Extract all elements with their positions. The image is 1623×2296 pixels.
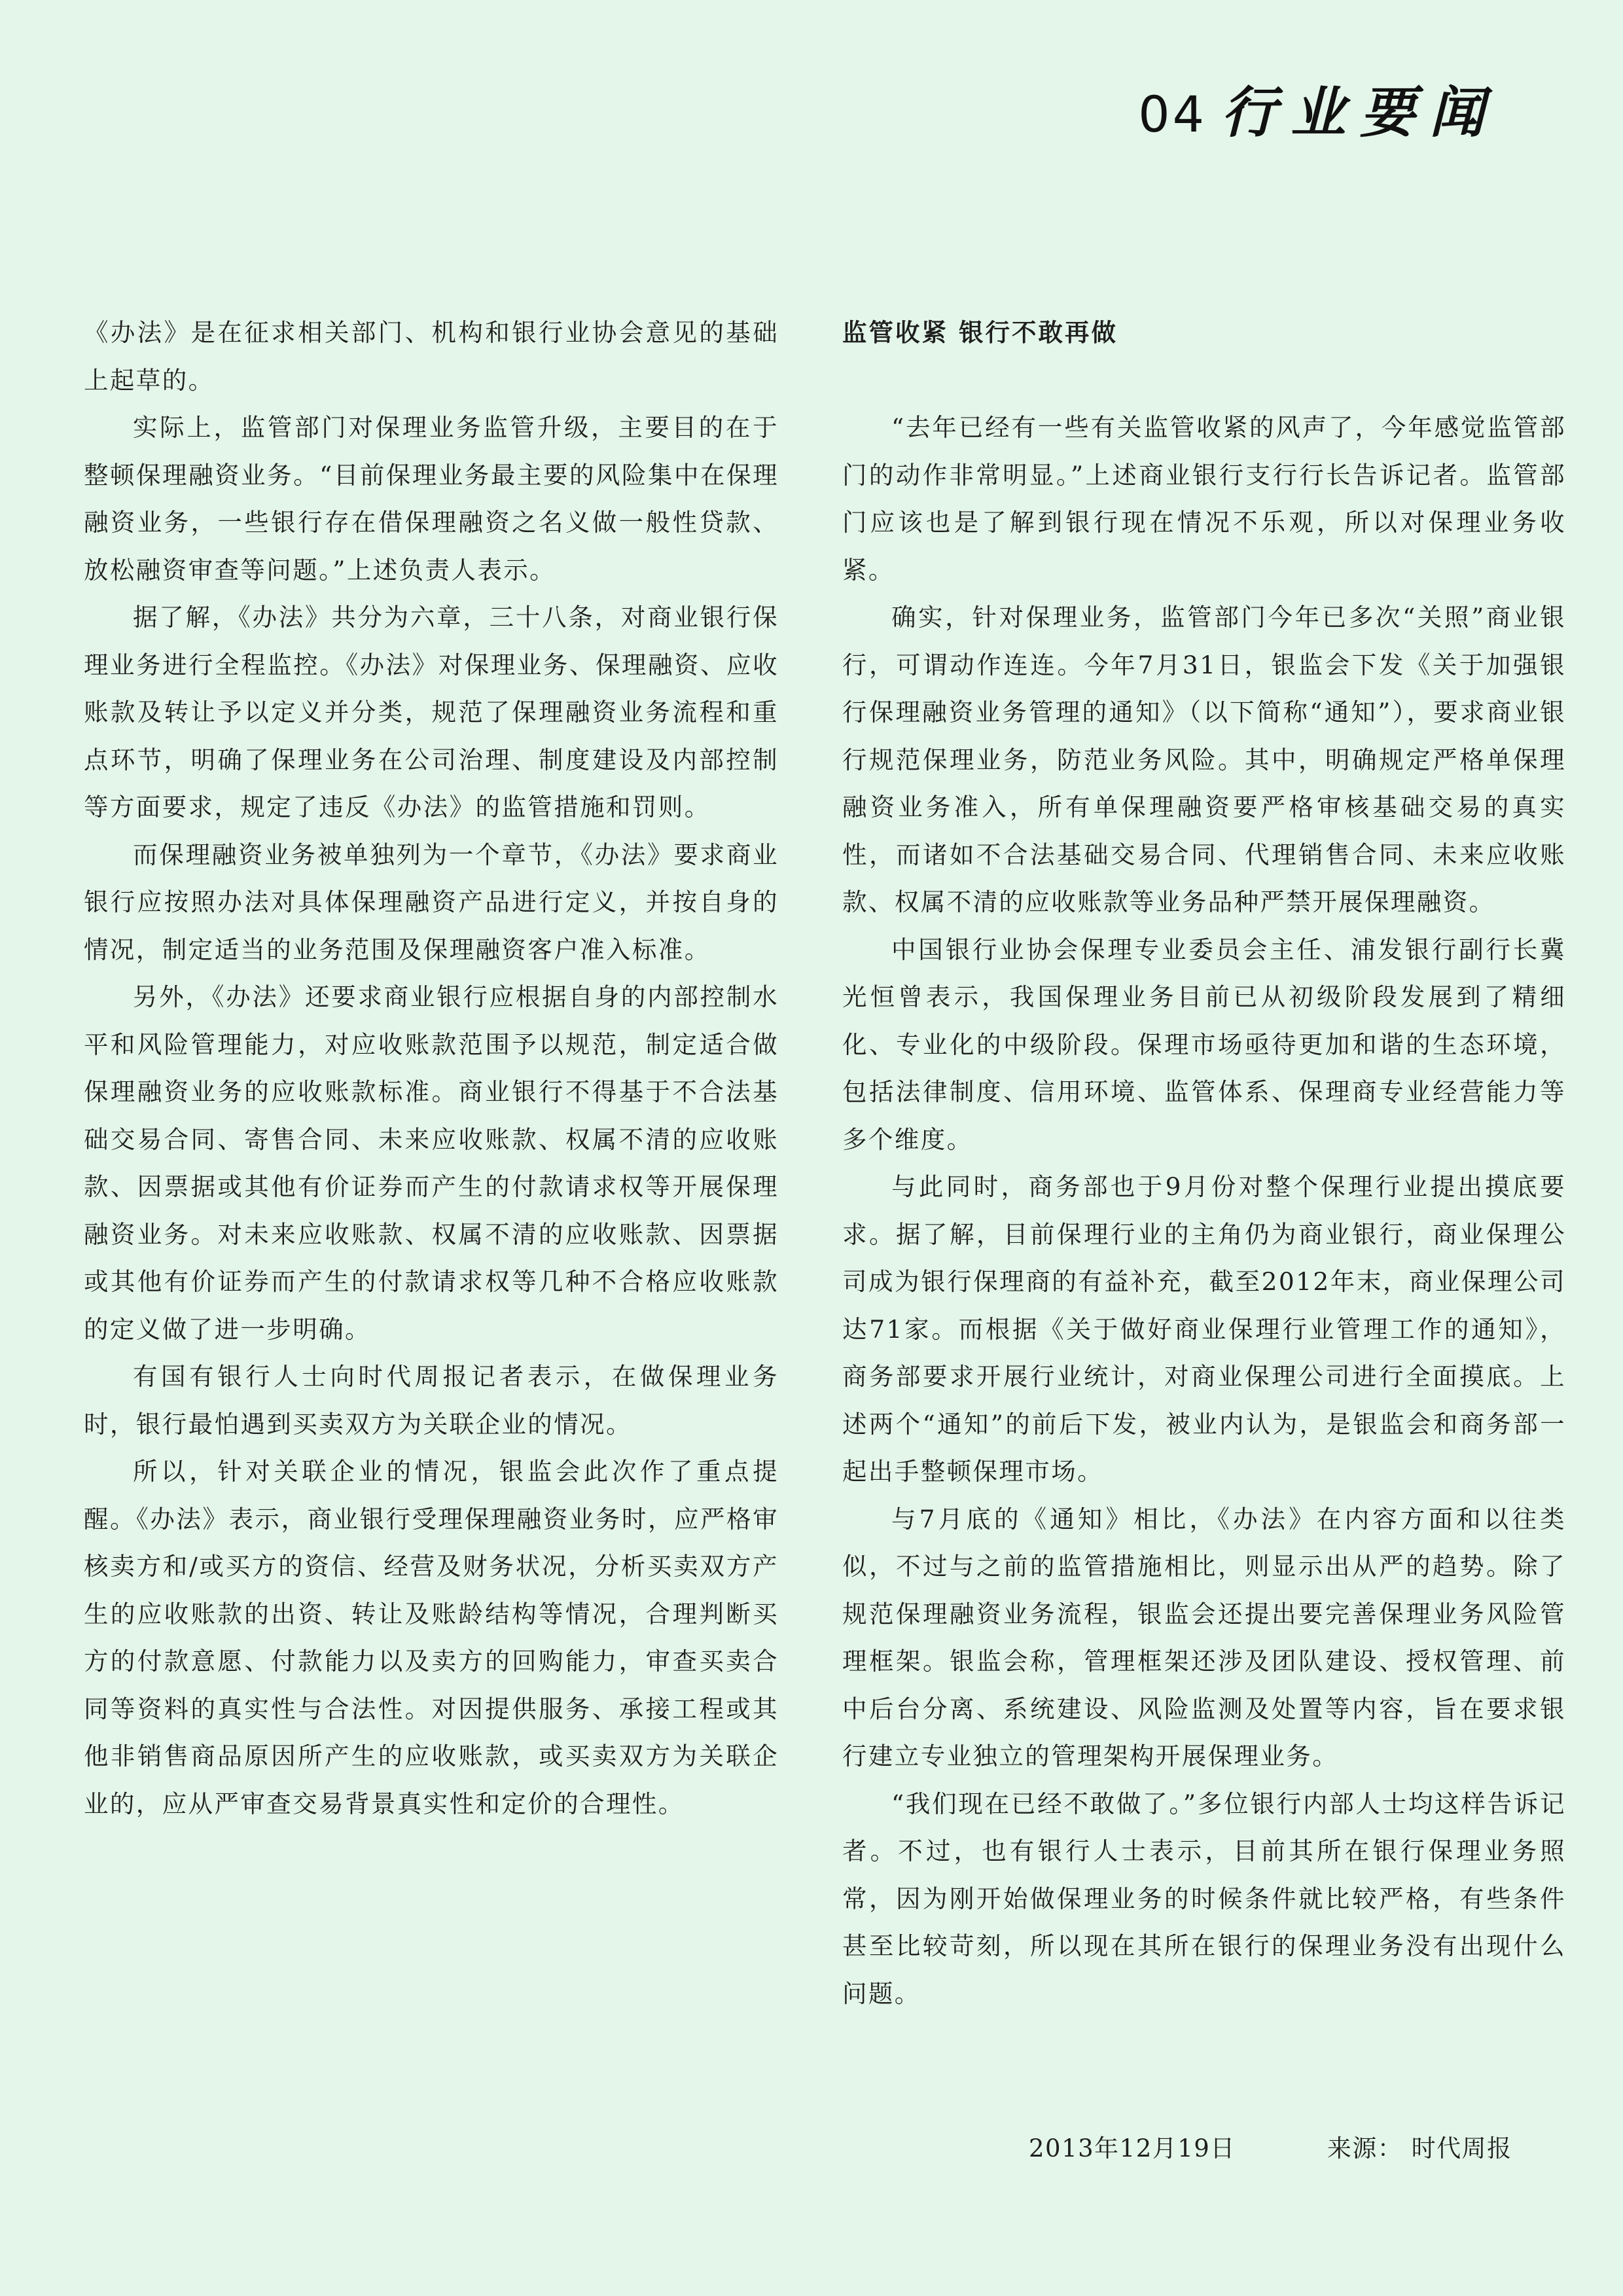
section-subheading: 监管收紧 银行不敢再做 [842, 318, 1118, 347]
paragraph: 有国有银行人士向时代周报记者表示，在做保理业务时，银行最怕遇到买卖双方为关联企业的情况。 [84, 1362, 779, 1439]
paragraph: 中国银行业协会保理专业委员会主任、浦发银行副行长冀光恒曾表示，我国保理业务目前已从初级阶段发展到了精细化、专业化的中级阶段。保理市场亟待更加和谐的生态环境，包括法律制度、信用环境、监管体系、保理商专业经营能力等多个维度。 [842, 935, 1566, 1154]
paragraph: 据了解，《办法》共分为六章，三十八条，对商业银行保理业务进行全程监控。《办法》对保理业务、保理融资、应收账款及转让予以定义并分类，规范了保理融资业务流程和重点环节，明确了保理业务在公司治理、制度建设及内部控制等方面要求，规定了违反《办法》的监管措施和罚则。 [84, 603, 779, 821]
publish-date: 2013年12月19日 [1029, 2134, 1236, 2162]
paragraph: “我们现在已经不敢做了。”多位银行内部人士均这样告诉记者。不过，也有银行人士表示，目前其所在银行保理业务照常，因为刚开始做保理业务的时候条件就比较严格，有些条件甚至比较苛刻，所以现在其所在银行的保理业务没有出现什么问题。 [842, 1789, 1566, 2008]
paragraph: 所以，针对关联企业的情况，银监会此次作了重点提醒。《办法》表示，商业银行受理保理融资业务时，应严格审核卖方和/或买方的资信、经营及财务状况，分析买卖双方产生的应收账款的出资、转让及账龄结构等情况，合理判断买方的付款意愿、付款能力以及卖方的回购能力，审查买卖合同等资料的真实性与合法性。对因提供服务、承接工程或其他非销售商品原因所产生的应收账款，或买卖双方为关联企业的，应从严审查交易背景真实性和定价的合理性。 [84, 1457, 779, 1818]
paragraph: “去年已经有一些有关监管收紧的风声了，今年感觉监管部门的动作非常明显。”上述商业银行支行行长告诉记者。监管部门应该也是了解到银行现在情况不乐观，所以对保理业务收紧。 [842, 413, 1566, 584]
page-footer [1029, 2128, 1512, 2164]
right-column [842, 309, 1566, 2017]
section-title: 行业要闻 [1221, 80, 1499, 145]
paragraph: 实际上，监管部门对保理业务监管升级，主要目的在于整顿保理融资业务。“目前保理业务最主要的风险集中在保理融资业务，一些银行存在借保理融资之名义做一般性贷款、放松融资审查等问题。”上述负责人表示。 [84, 413, 779, 584]
source-credit: 来源： 时代周报 [1327, 2134, 1512, 2162]
paragraph: 与7月底的《通知》相比，《办法》在内容方面和以往类似，不过与之前的监管措施相比，则显示出从严的趋势。除了规范保理融资业务流程，银监会还提出要完善保理业务风险管理框架。银监会称，管理框架还涉及团队建设、授权管理、前中后台分离、系统建设、风险监测及处置等内容，旨在要求银行建立专业独立的管理架构开展保理业务。 [842, 1504, 1566, 1770]
left-column [84, 309, 779, 1827]
paragraph: 另外，《办法》还要求商业银行应根据自身的内部控制水平和风险管理能力，对应收账款范围予以规范，制定适合做保理融资业务的应收账款标准。商业银行不得基于不合法基础交易合同、寄售合同、未来应收账款、权属不清的应收账款、因票据或其他有价证券而产生的付款请求权等开展保理融资业务。对未来应收账款、权属不清的应收账款、因票据或其他有价证券而产生的付款请求权等几种不合格应收账款的定义做了进一步明确。 [84, 982, 779, 1344]
section-number: 04 [1138, 85, 1207, 143]
paragraph: 确实，针对保理业务，监管部门今年已多次“关照”商业银行，可谓动作连连。今年7月31日，银监会下发《关于加强银行保理融资业务管理的通知》（以下简称“通知”），要求商业银行规范保理业务，防范业务风险。其中，明确规定严格单保理融资业务准入，所有单保理融资要严格审核基础交易的真实性，而诸如不合法基础交易合同、代理销售合同、未来应收账款、权属不清的应收账款等业务品种严禁开展保理融资。 [842, 603, 1566, 916]
paragraph: 与此同时，商务部也于9月份对整个保理行业提出摸底要求。据了解，目前保理行业的主角仍为商业银行，商业保理公司成为银行保理商的有益补充，截至2012年末，商业保理公司达71家。而根据《关于做好商业保理行业管理工作的通知》，商务部要求开展行业统计，对商业保理公司进行全面摸底。上述两个“通知”的前后下发，被业内认为，是银监会和商务部一起出手整顿保理市场。 [842, 1172, 1566, 1486]
paragraph: 而保理融资业务被单独列为一个章节，《办法》要求商业银行应按照办法对具体保理融资产品进行定义，并按自身的情况，制定适当的业务范围及保理融资客户准入标准。 [84, 840, 779, 964]
paragraph: 《办法》是在征求相关部门、机构和银行业协会意见的基础上起草的。 [84, 318, 779, 395]
page-header [1138, 69, 1499, 148]
